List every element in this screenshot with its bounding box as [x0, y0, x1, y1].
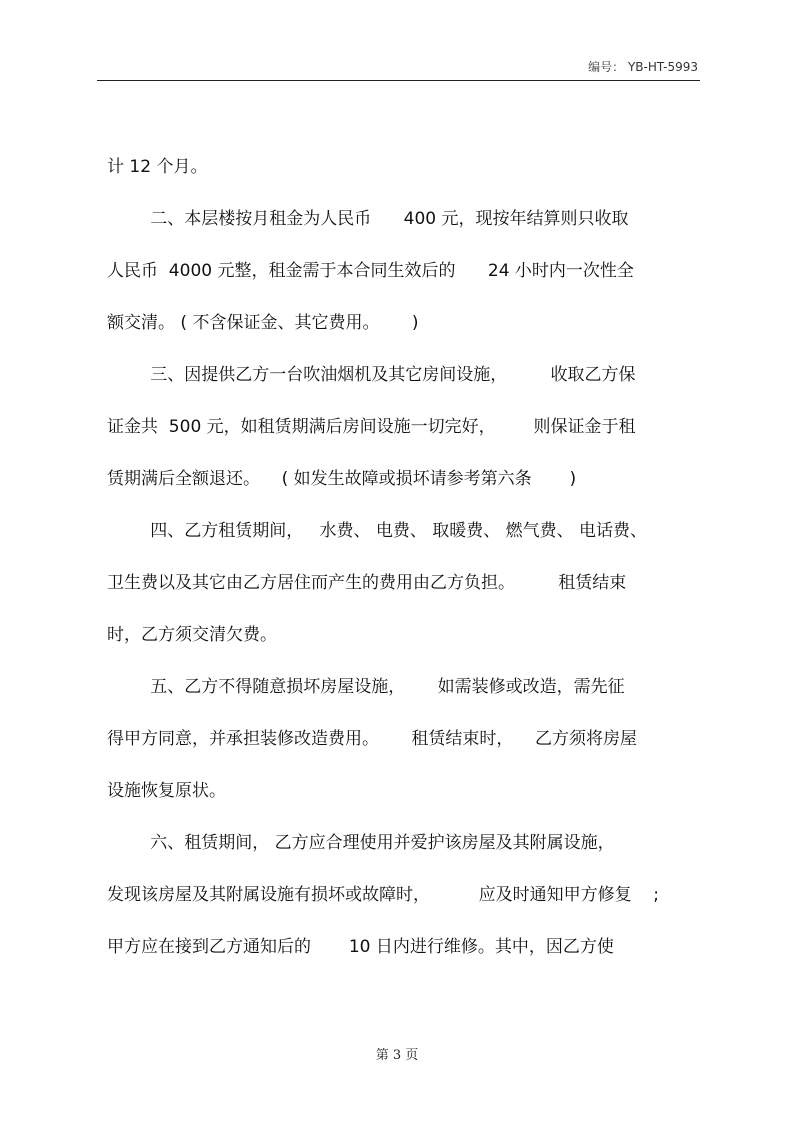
header-rule [97, 80, 700, 81]
body-line: 四、乙方租赁期间， 水费、 电费、 取暖费、 燃气费、 电话费、 [107, 521, 648, 541]
body-line: 卫生费以及其它由乙方居住而产生的费用由乙方负担。 租赁结束 [107, 573, 627, 593]
body-line: 甲方应在接到乙方通知后的 10 日内进行维修。其中，因乙方使 [107, 937, 614, 957]
body-line: 二、本层楼按月租金为人民币 400 元，现按年结算则只收取 [107, 209, 629, 229]
body-line: 计 12 个月。 [107, 157, 208, 177]
body-line: 额交清。 ( 不含保证金、其它费用。 ) [107, 313, 419, 333]
body-line: 设施恢复原状。 [107, 781, 226, 801]
body-line: 得甲方同意，并承担装修改造费用。 租赁结束时， 乙方须将房屋 [107, 729, 638, 749]
page-number: 第 3 页 [375, 1048, 419, 1063]
body-line: 六、租赁期间， 乙方应合理使用并爱护该房屋及其附属设施， [107, 833, 615, 853]
body-line: 发现该房屋及其附属设施有损坏或故障时， 应及时通知甲方修复 ; [107, 885, 659, 905]
body-line: 赁期满后全额退还。 ( 如发生故障或损坏请参考第六条 ) [107, 469, 577, 489]
document-number: 编号： YB-HT-5993 [588, 60, 698, 74]
body-line: 人民币 4000 元整，租金需于本合同生效后的 24 小时内一次性全 [107, 261, 634, 281]
body-line: 五、乙方不得随意损坏房屋设施， 如需装修或改造，需先征 [107, 677, 625, 697]
body-line: 三、因提供乙方一台吹油烟机及其它房间设施， 收取乙方保 [107, 365, 636, 385]
body-line: 证金共 500 元，如租赁期满后房间设施一切完好， 则保证金于租 [107, 417, 636, 437]
body-line: 时，乙方须交清欠费。 [107, 625, 277, 645]
